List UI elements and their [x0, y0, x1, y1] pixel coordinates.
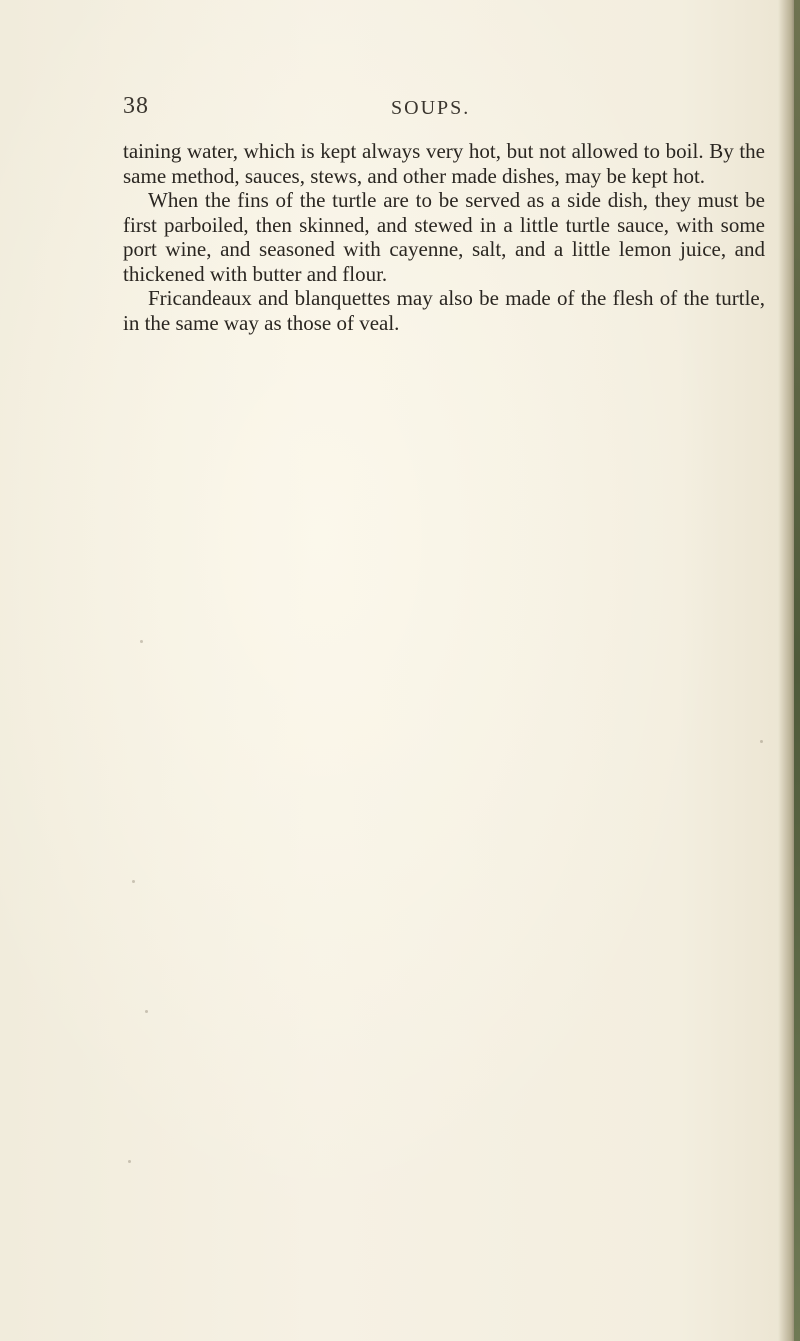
body-text — [123, 139, 765, 335]
paper-speck — [132, 880, 135, 883]
paper-speck — [760, 740, 763, 743]
paper-speck — [140, 640, 143, 643]
page-edge-binding — [794, 0, 800, 1341]
page-header — [123, 93, 763, 127]
running-head: SOUPS. — [391, 97, 471, 119]
paper-speck — [145, 1010, 148, 1013]
paragraph-1: taining water, which is kept always very hot, but not allowed to boil. By the same method, sauces, stews, and other made dishes, may be kept hot. — [123, 139, 765, 188]
paragraph-3: Fricandeaux and blanquettes may also be made of the flesh of the turtle, in the same way as those of veal. — [123, 286, 765, 335]
paragraph-2: When the fins of the turtle are to be served as a side dish, they must be first parboiled, then skinned, and stewed in a little turtle sauce, with some port wine, and seasoned with cayenne, salt, and a little lemon juice, and thickened with butter and flour. — [123, 188, 765, 286]
paper-speck — [128, 1160, 131, 1163]
page-number: 38 — [123, 93, 149, 119]
